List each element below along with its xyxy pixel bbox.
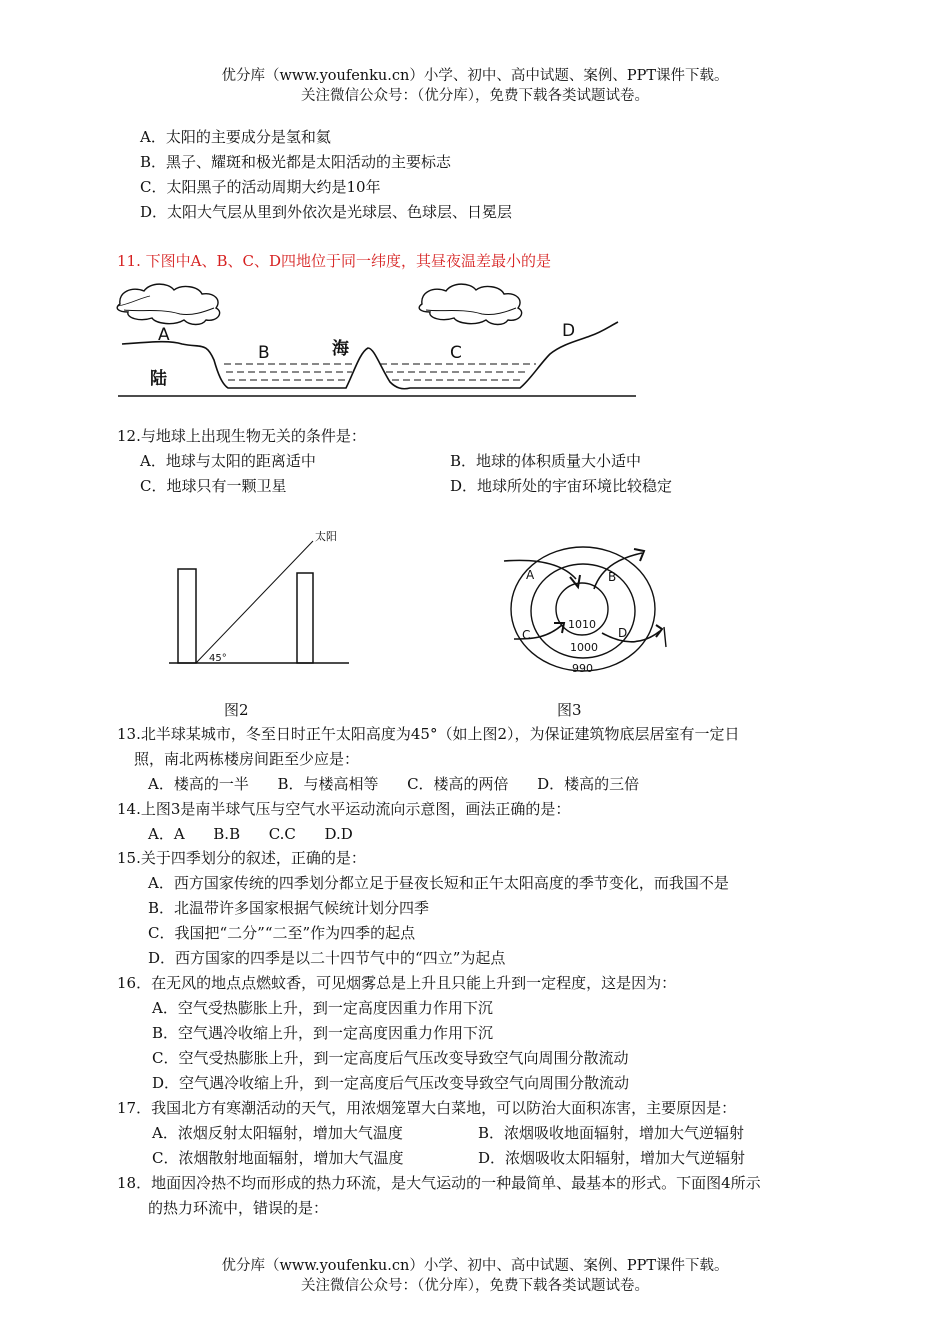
fig3-label-b: B: [608, 570, 617, 584]
building-north: [297, 573, 313, 663]
header-line-2: 关注微信公众号：（优分库），免费下载各类试题试卷。: [301, 88, 649, 104]
q15-option-c: C．我国把“二分”“二至”作为四季的起点: [148, 924, 416, 942]
q17-option-c: C．浓烟散射地面辐射，增加大气温度: [152, 1149, 404, 1167]
figure-3-caption: 图3: [557, 701, 582, 719]
q10-option-b: B．黑子、耀斑和极光都是太阳活动的主要标志: [140, 153, 452, 171]
q15-option-a: A．西方国家传统的四季划分都立足于昼夜长短和正午太阳高度的季节变化，而我国不是: [148, 874, 729, 892]
q11-label-c: C: [450, 343, 462, 363]
isobar-1010: 1010: [568, 618, 596, 631]
q18-stem-line-2: 的热力环流中，错误的是：: [148, 1199, 329, 1217]
q17-option-d: D．浓烟吸收太阳辐射，增加大气逆辐射: [478, 1149, 746, 1167]
q11-figure: [110, 282, 640, 407]
q17-stem: 17．我国北方有寒潮活动的天气，用浓烟笼罩大白菜地，可以防治大面积冻害，主要原因是：: [117, 1099, 737, 1117]
q14-options: A．A B.B C.C D.D: [148, 825, 353, 843]
fig3-label-a: A: [526, 568, 535, 582]
q16-option-c: C．空气受热膨胀上升，到一定高度后气压改变导致空气向周围分散流动: [152, 1049, 629, 1067]
q14-stem: 14.上图3是南半球气压与空气水平运动流向示意图，画法正确的是：: [117, 800, 571, 818]
q16-option-d: D．空气遇冷收缩上升，到一定高度后气压改变导致空气向周围分散流动: [152, 1074, 630, 1092]
q13-options: A．楼高的一半 B．与楼高相等 C．楼高的两倍 D．楼高的三倍: [148, 775, 640, 793]
q11-label-d: D: [562, 321, 576, 341]
q11-label-land: 陆: [150, 369, 167, 389]
q15-stem: 15.关于四季划分的叙述，正确的是：: [117, 849, 366, 867]
building-south: [178, 569, 196, 663]
footer-line-1: 优分库（www.youfenku.cn）小学、初中、高中试题、案例、PPT课件下载。: [221, 1258, 729, 1274]
q11-label-sea: 海: [332, 339, 349, 359]
q11-label-b: B: [258, 343, 270, 363]
q12-stem: 12.与地球上出现生物无关的条件是：: [117, 427, 366, 445]
figure-2: [165, 525, 365, 670]
sun-label: 太阳: [315, 530, 337, 543]
q10-option-a: A．太阳的主要成分是氢和氦: [140, 128, 331, 146]
figure-3: [500, 535, 680, 680]
q13-stem-line-1: 13.北半球某城市，冬至日时正午太阳高度为45°（如上图2），为保证建筑物底层居室有一定日: [117, 725, 740, 743]
fig3-label-d: D: [618, 626, 628, 640]
figure-2-caption: 图2: [224, 701, 249, 719]
q12-option-c: C．地球只有一颗卫星: [140, 477, 287, 495]
q12-option-a: A．地球与太阳的距离适中: [140, 452, 316, 470]
sun-ray: [196, 541, 313, 663]
q10-option-d: D．太阳大气层从里到外依次是光球层、色球层、日冕层: [140, 203, 513, 221]
footer-line-2: 关注微信公众号：（优分库），免费下载各类试题试卷。: [301, 1278, 649, 1294]
q15-option-b: B．北温带许多国家根据气候统计划分四季: [148, 899, 430, 917]
q16-option-b: B．空气遇冷收缩上升，到一定高度因重力作用下沉: [152, 1024, 494, 1042]
q16-option-a: A．空气受热膨胀上升，到一定高度因重力作用下沉: [152, 999, 493, 1017]
cloud-icon: [117, 284, 219, 324]
cloud-icon: [419, 284, 521, 324]
q17-option-b: B．浓烟吸收地面辐射，增加大气逆辐射: [478, 1124, 745, 1142]
q12-option-d: D．地球所处的宇宙环境比较稳定: [450, 477, 673, 495]
q15-option-d: D．西方国家的四季是以二十四节气中的“四立”为起点: [148, 949, 506, 967]
fig3-label-c: C: [522, 628, 531, 642]
q16-stem: 16．在无风的地点点燃蚊香，可见烟雾总是上升且只能上升到一定程度，这是因为：: [117, 974, 677, 992]
isobar-990: 990: [572, 662, 593, 675]
isobar-1000: 1000: [570, 641, 598, 654]
q13-stem-line-2: 照，南北两栋楼房间距至少应是：: [134, 750, 360, 768]
q10-option-c: C．太阳黑子的活动周期大约是10年: [140, 178, 381, 196]
q11-label-a: A: [158, 325, 170, 345]
header-line-1: 优分库（www.youfenku.cn）小学、初中、高中试题、案例、PPT课件下载。: [221, 68, 729, 84]
q18-stem-line-1: 18．地面因冷热不均而形成的热力环流，是大气运动的一种最简单、最基本的形式。下面图4所示: [117, 1174, 761, 1192]
q12-option-b: B．地球的体积质量大小适中: [450, 452, 642, 470]
q17-option-a: A．浓烟反射太阳辐射，增加大气温度: [152, 1124, 403, 1142]
angle-label: 45°: [209, 653, 227, 664]
q11-stem: 11. 下图中A、B、C、D四地位于同一纬度，其昼夜温差最小的是: [117, 252, 551, 270]
